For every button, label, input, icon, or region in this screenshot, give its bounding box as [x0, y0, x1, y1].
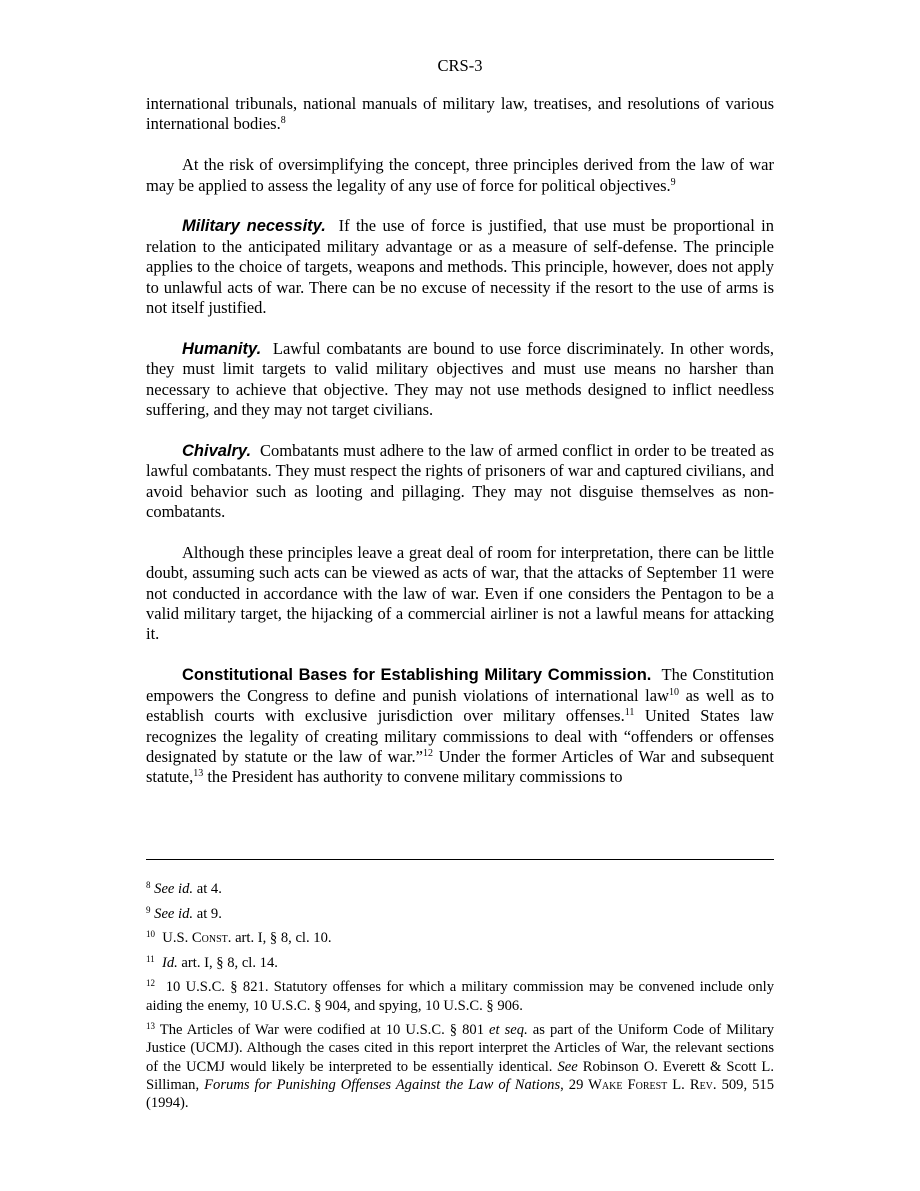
footnote-ref-10[interactable]: 10	[669, 686, 679, 698]
runin-heading-military-necessity: Military necessity.	[182, 217, 326, 236]
footnote-8: $^8$ See id. at 4.	[146, 880, 222, 897]
footnote-ref-13[interactable]: 13	[193, 768, 204, 780]
page-number-header: CRS-3	[437, 56, 483, 75]
footnote-ref-12[interactable]: 12	[422, 747, 433, 759]
footnote-10: $^{10}$ U.S. Const. art. I, § 8, cl. 10.	[146, 929, 332, 947]
footnote-ref-9[interactable]: 9	[670, 176, 676, 188]
paragraph-1: international tribunals, national manuals of military law, treatises, and resolutions of various international bodies.$^8$	[146, 94, 774, 134]
footnote-9: $^9$ See id. at 9.	[146, 904, 222, 922]
paragraph-military-necessity: Military necessity. If the use of force is justified, that use must be proportional in relation to the anticipated military advantage or as a measure of self-defense. The principle applies to the choice of targets, weapons and methods. This principle, however, does not apply to unlawful acts of war. There can be no excuse of necessity if the resort to the use of arms is not itself justified.	[146, 216, 775, 318]
runin-heading-humanity: Humanity.	[182, 339, 262, 358]
footnote-ref-8[interactable]: 8	[280, 115, 286, 127]
body-text	[146, 94, 774, 788]
cited-article-title: Forums for Punishing Offenses Against the Law of Nations	[204, 1076, 561, 1093]
paragraph-2: At the risk of oversimplifying the concept, three principles derived from the law of war may be applied to assess the legality of any use of force for political objectives.$^9$	[146, 155, 774, 195]
footnote-separator	[146, 859, 774, 860]
runin-heading-chivalry: Chivalry.	[182, 441, 252, 460]
paragraph-humanity: Humanity. Lawful combatants are bound to use force discriminately. In other words, they must limit targets to valid military objectives and must use means no harsher than necessary to achieve that objective. They may not use methods designed to inflict needless suffering, and they may not target civilians.	[146, 338, 774, 420]
footnote-12: $^{12}$ 10 U.S.C. § 821. Statutory offenses for which a military commission may be convened include only aiding the enemy, 10 U.S.C. § 904, and spying, 10 U.S.C. § 906.	[146, 978, 775, 1014]
runin-heading-constitutional-bases: Constitutional Bases for Establishing Military Commission.	[182, 666, 652, 685]
paragraph-constitutional-bases: Constitutional Bases for Establishing Military Commission. The Constitution empowers the Congress to define and punish violations of international law$^{10}$ as well as to establish courts with exclusive jurisdiction over military offenses.$^{11}$ United States law recognizes the legality of creating military commissions to deal with “offenders or offenses designated by statute or the law of war.”$^{12}$ Under the former Articles of War and subsequent statute,$^{13}$ the President has authority to convene military commissions to	[146, 665, 775, 787]
footnote-ref-11[interactable]: 11	[624, 707, 635, 719]
footnote-11: $^{11}$ Id. art. I, § 8, cl. 14.	[146, 953, 278, 971]
paragraph-chivalry: Chivalry. Combatants must adhere to the law of armed conflict in order to be treated as lawful combatants. They must respect the rights of prisoners of war and captured civilians, and avoid behavior such as looting and pillaging. They may not disguise themselves as non-combatants.	[146, 440, 775, 522]
footnote-13: $^{13}$ The Articles of War were codified at 10 U.S.C. § 801 et seq. as part of the Uniform Code of Military Justice (UCMJ). Although the cases cited in this report interpret the Articles of War, the relevant sections of the UCMJ would likely be interpreted to be essentially identical. See Robinson O. Everett & Scott L. Silliman, Forums for Punishing Offenses Against the Law of Nations, 29 Wake Forest L. Rev. 509, 515 (1994).	[146, 1021, 775, 1111]
paragraph-interpretation: Although these principles leave a great deal of room for interpretation, there can be little doubt, assuming such acts can be viewed as acts of war, that the attacks of September 11 were not conducted in accordance with the law of war. Even if one considers the Pentagon to be a valid military target, the hijacking of a commercial airliner is not a lawful means for attacking it.	[146, 542, 774, 644]
footnotes	[146, 880, 774, 1119]
